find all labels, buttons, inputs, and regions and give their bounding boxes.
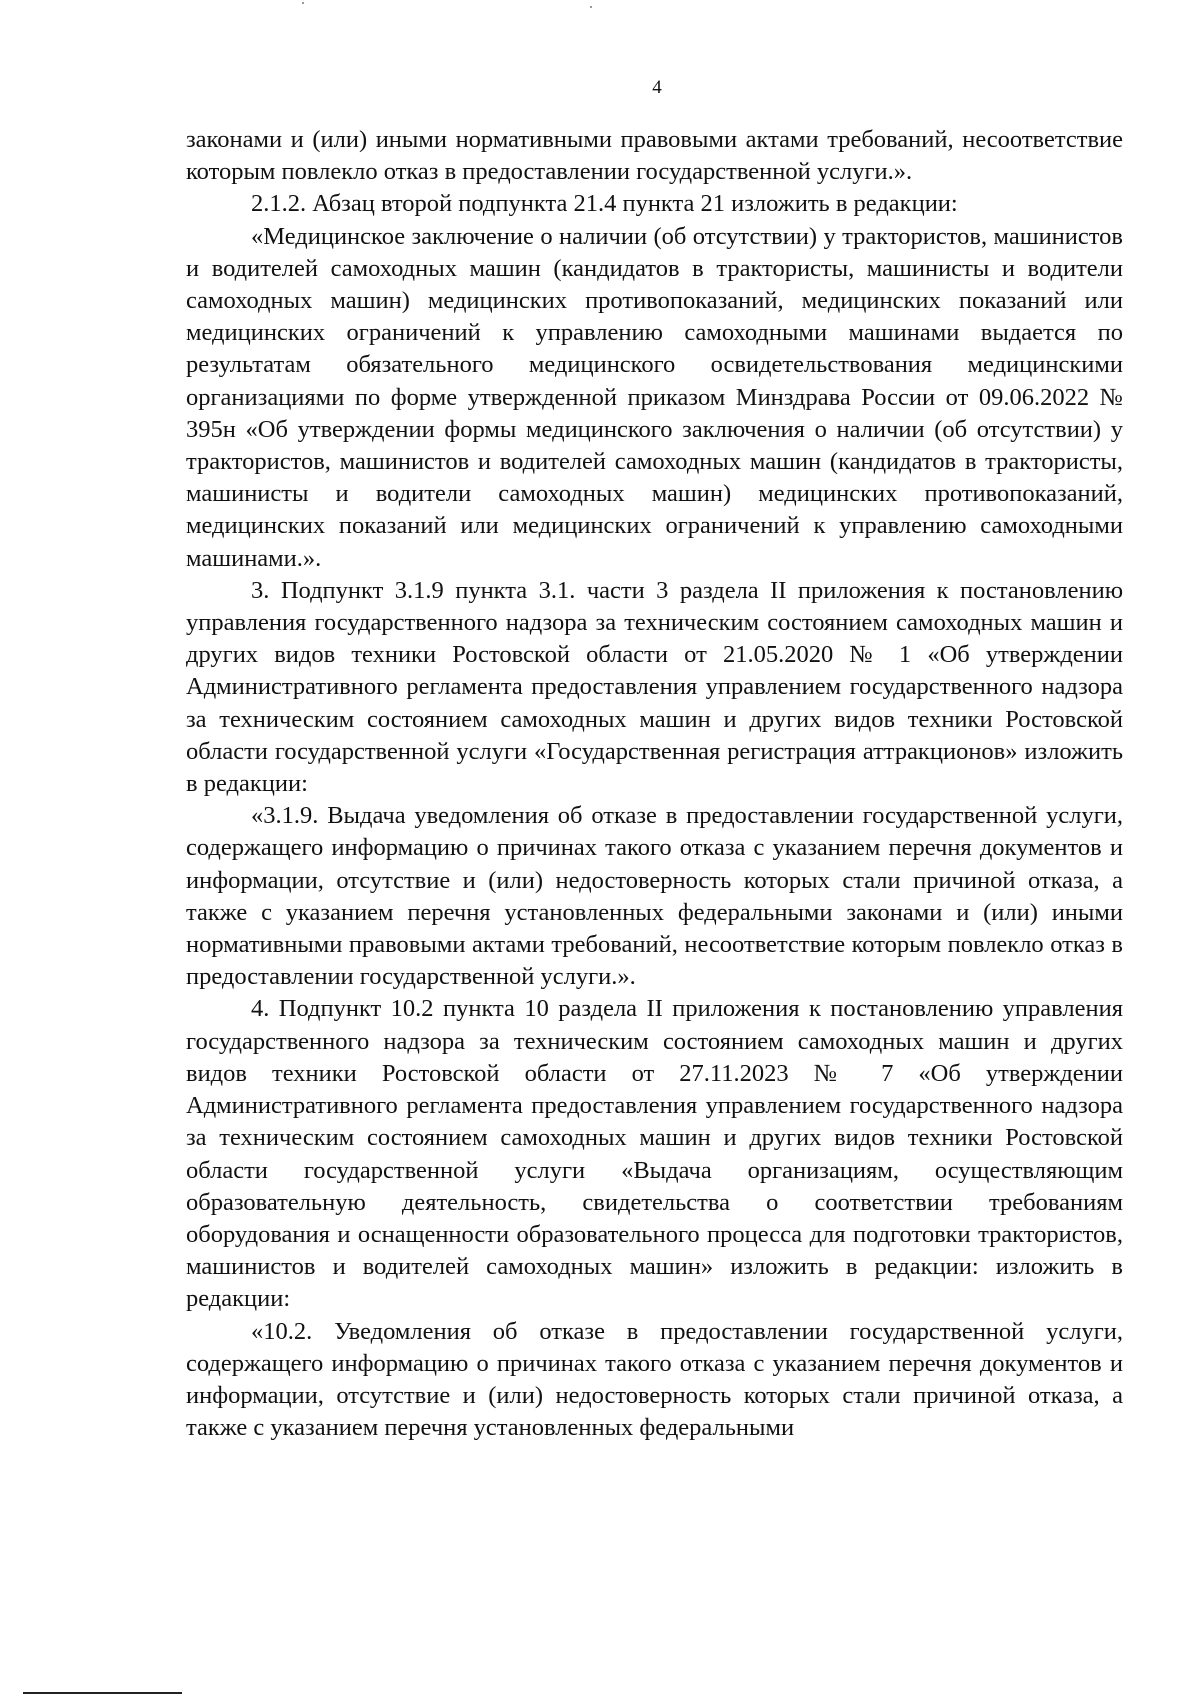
paragraph: 3. Подпункт 3.1.9 пункта 3.1. части 3 раздела II приложения к постановлению управления государственного надзора за техническим состоянием самоходных машин и других видов техники Ростовской области от 21.05.2020 № 1 «Об утверждении Административного регламента предоставления управлением государственного надзора за техническим состоянием самоходных машин и других видов техники Ростовской области государственной услуги «Государственная регистрация аттракционов» изложить в редакции:	[186, 576, 1123, 798]
paragraph: «10.2. Уведомления об отказе в предоставлении государственной услуги, содержащего информацию о причинах такого отказа с указанием перечня документов и информации, отсутствие и (или) недостоверность которых стали причиной отказа, а также с указанием перечня установленных федеральными	[186, 1317, 1123, 1442]
paragraph: «Медицинское заключение о наличии (об отсутствии) у трактористов, машинистов и водителей самоходных машин (кандидатов в трактористы, машинисты и водители самоходных машин) медицинских противопоказаний, медицинских показаний или медицинских ограничений к управлению самоходными машинами выдается по результатам обязательного медицинского освидетельствования медицинскими организациями по форме утвержденной приказом Минздрава России от 09.06.2022 № 395н «Об утверждении формы медицинского заключения о наличии (об отсутствии) у трактористов, машинистов и водителей самоходных машин (кандидатов в трактористы, машинисты и водители самоходных машин) медицинских противопоказаний, медицинских показаний или медицинских ограничений к управлению самоходными машинами.».	[186, 222, 1123, 572]
scan-edge-line	[23, 1692, 182, 1694]
paragraph: «3.1.9. Выдача уведомления об отказе в предоставлении государственной услуги, содержащего информацию о причинах такого отказа с указанием перечня документов и информации, отсутствие и (или) недостоверность которых стали причиной отказа, а также с указанием перечня установленных федеральными законами и (или) иными нормативными правовыми актами требований, несоответствие которым повлекло отказ в предоставлении государственной услуги.».	[186, 802, 1123, 991]
document-body	[186, 124, 1123, 1444]
paragraph: 4. Подпункт 10.2 пункта 10 раздела II приложения к постановлению управления государственного надзора за техническим состоянием самоходных машин и других видов техники Ростовской области от 27.11.2023 № 7 «Об утверждении Административного регламента предоставления управлением государственного надзора за техническим состоянием самоходных машин и других видов техники Ростовской области государственной услуги «Выдача организациям, осуществляющим образовательную деятельность, свидетельства о соответствии требованиям оборудования и оснащенности образовательного процесса для подготовки трактористов, машинистов и водителей самоходных машин» изложить в редакции: изложить в редакции:	[186, 995, 1123, 1313]
paragraph: 2.1.2. Абзац второй подпункта 21.4 пункта 21 изложить в редакции:	[251, 190, 958, 218]
page-number: 4	[652, 77, 662, 98]
paragraph: законами и (или) иными нормативными правовыми актами требований, несоответствие которым повлекло отказ в предоставлении государственной услуги.».	[186, 126, 1123, 186]
scan-speck	[302, 2, 304, 4]
scan-speck	[590, 6, 592, 8]
